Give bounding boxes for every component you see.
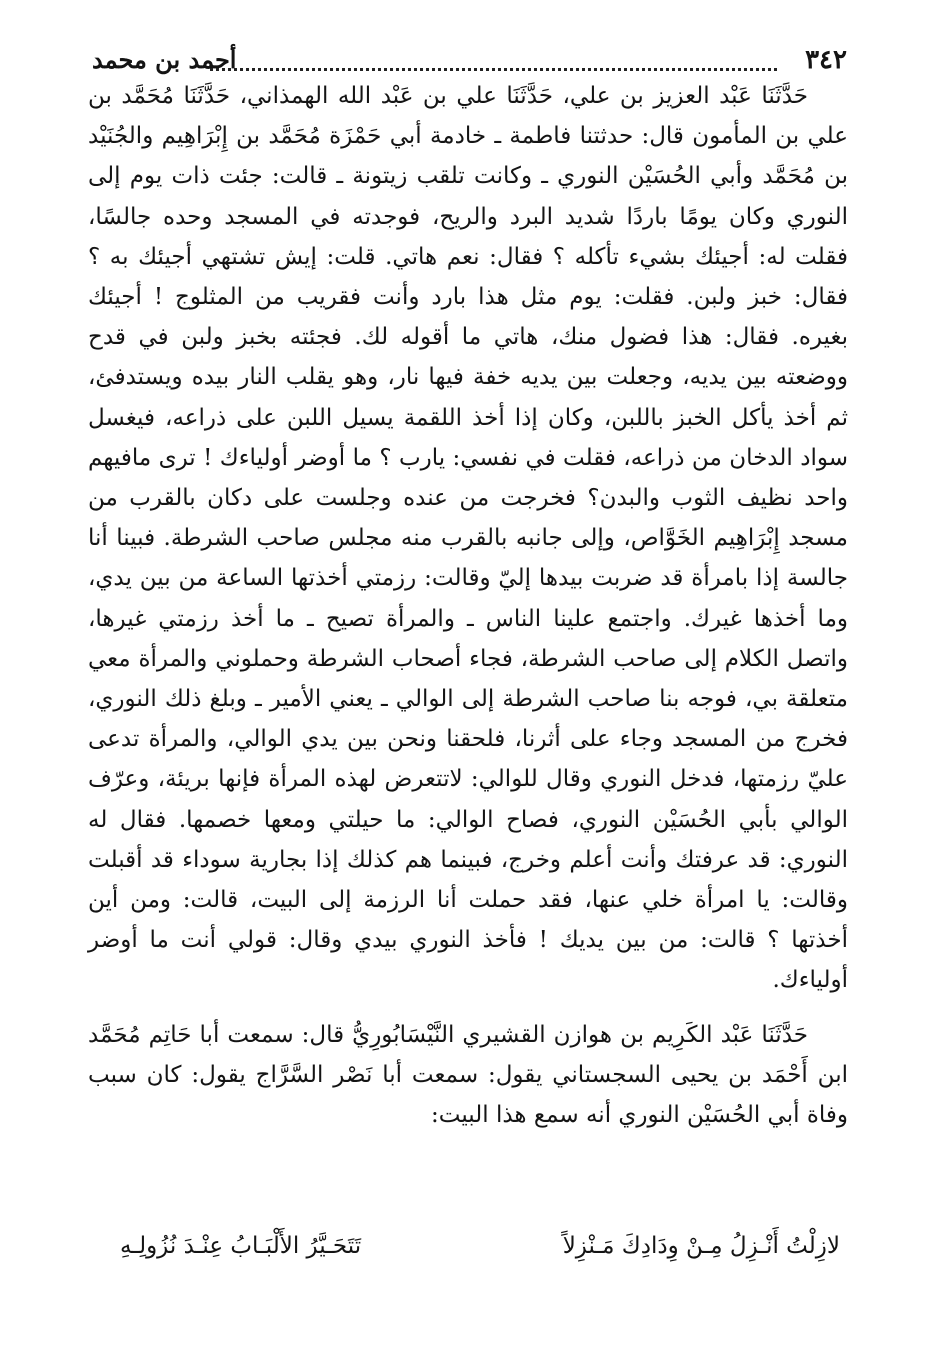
paragraph-2: حَدَّثَنَا عَبْد الكَرِيم بن هوازن القشيري النَّيْسَابُورِيُّ قال: سمعت أبا حَاتِم مُحَمَّد ابن أَحْمَد بن يحيى السجستاني يقول: سمعت أبا نَصْر السَّرَّاج يقول: كان سبب وفاة أبي الحُسَيْن النوري أنه سمع هذا البيت: <box>88 1021 848 1129</box>
page-number: ٣٤٢ <box>805 45 847 75</box>
dotted-leader <box>210 68 777 71</box>
verse-first-hemistich: لازِلْتُ أَنْـزِلُ مِـنْ وِدَادِكَ مَـنْزِلاً <box>562 1233 840 1259</box>
page-body <box>88 76 848 1135</box>
verse-second-hemistich: تَتَحَـيَّرُ الأَلْبَـابُ عِنْـدَ نُزُولِـهِ <box>120 1233 362 1259</box>
page-header <box>92 40 847 80</box>
poetry-verse <box>120 1226 840 1266</box>
running-title: أحمد بن محمد <box>92 45 237 74</box>
paragraph-1: حَدَّثَنَا عَبْد العزيز بن علي، حَدَّثَنَا علي بن عَبْد الله الهمذاني، حَدَّثَنَا مُحَمَّد بن علي بن المأمون قال: حدثتنا فاطمة ـ خادمة أبي حَمْزَة مُحَمَّد بن إِبْرَاهِيم والجُنَيْد بن مُحَمَّد وأبي الحُسَيْن النوري ـ وكانت تلقب زيتونة ـ قالت: جئت ذات يوم إلى النوري وكان يومًا باردًا شديد البرد والريح، فوجدته في المسجد وحده جالسًا، فقلت له: أجيئك بشيء تأكله ؟ فقال: نعم هاتي. قلت: إيش تشتهي أجيئك به ؟ فقال: خبز ولبن. فقلت: يوم مثل هذا بارد وأنت فقريب من المثلوج ! أجيئك بغيره. فقال: هذا فضول منك، هاتي ما أقوله لك. فجئته بخبز ولبن في قدح ووضعته بين يديه، وجعلت بين يديه خفة فيها نار، وهو يقلب النار بيده ويستدفئ، ثم أخذ يأكل الخبز باللبن، وكان إذا أخذ اللقمة يسيل اللبن على ذراعه، فيغسل سواد الدخان من ذراعه، فقلت في نفسي: يارب ؟ ما أوضر أولياءك ! ترى مافيهم واحد نظيف الثوب والبدن؟ فخرجت من عنده وجلست على دكان بالقرب من مسجد إِبْرَاهِيم الخَوَّاص، وإلى جانبه بالقرب منه مجلس صاحب الشرطة. فبينا أنا جالسة إذا بامرأة قد ضربت بيدها إليّ وقالت: رزمتي أخذتها الساعة من بين يدي، وما أخذها غيرك. واجتمع علينا الناس ـ والمرأة تصيح ـ ما أخذ رزمتي غيرها، واتصل الكلام إلى صاحب الشرطة، فجاء أصحاب الشرطة وحملوني والمرأة معي متعلقة بي، فوجه بنا صاحب الشرطة إلى الوالي ـ يعني الأمير ـ وبلغ ذلك النوري، فخرج من المسجد وجاء على أثرنا، فلحقنا ونحن بين يدي الوالي، والمرأة تدعى عليّ رزمتها، فدخل النوري وقال للوالي: لاتتعرض لهذه المرأة فإنها بريئة، وعرّف الوالي بأبي الحُسَيْن النوري، فصاح الوالي: ما حيلتي ومعها خصمها. فقال له النوري: قد عرفتك وأنت أعلم وخرج، فبينما هم كذلك إذا بجارية سوداء قد أقبلت وقالت: يا امرأة خلي عنها، فقد حملت أنا الرزمة إلى البيت، قالت: ومن أين أخذتها ؟ قالت: من بين يديك ! فأخذ النوري بيدي وقال: قولي أنت ما أوضر أولياءك. <box>88 83 848 994</box>
